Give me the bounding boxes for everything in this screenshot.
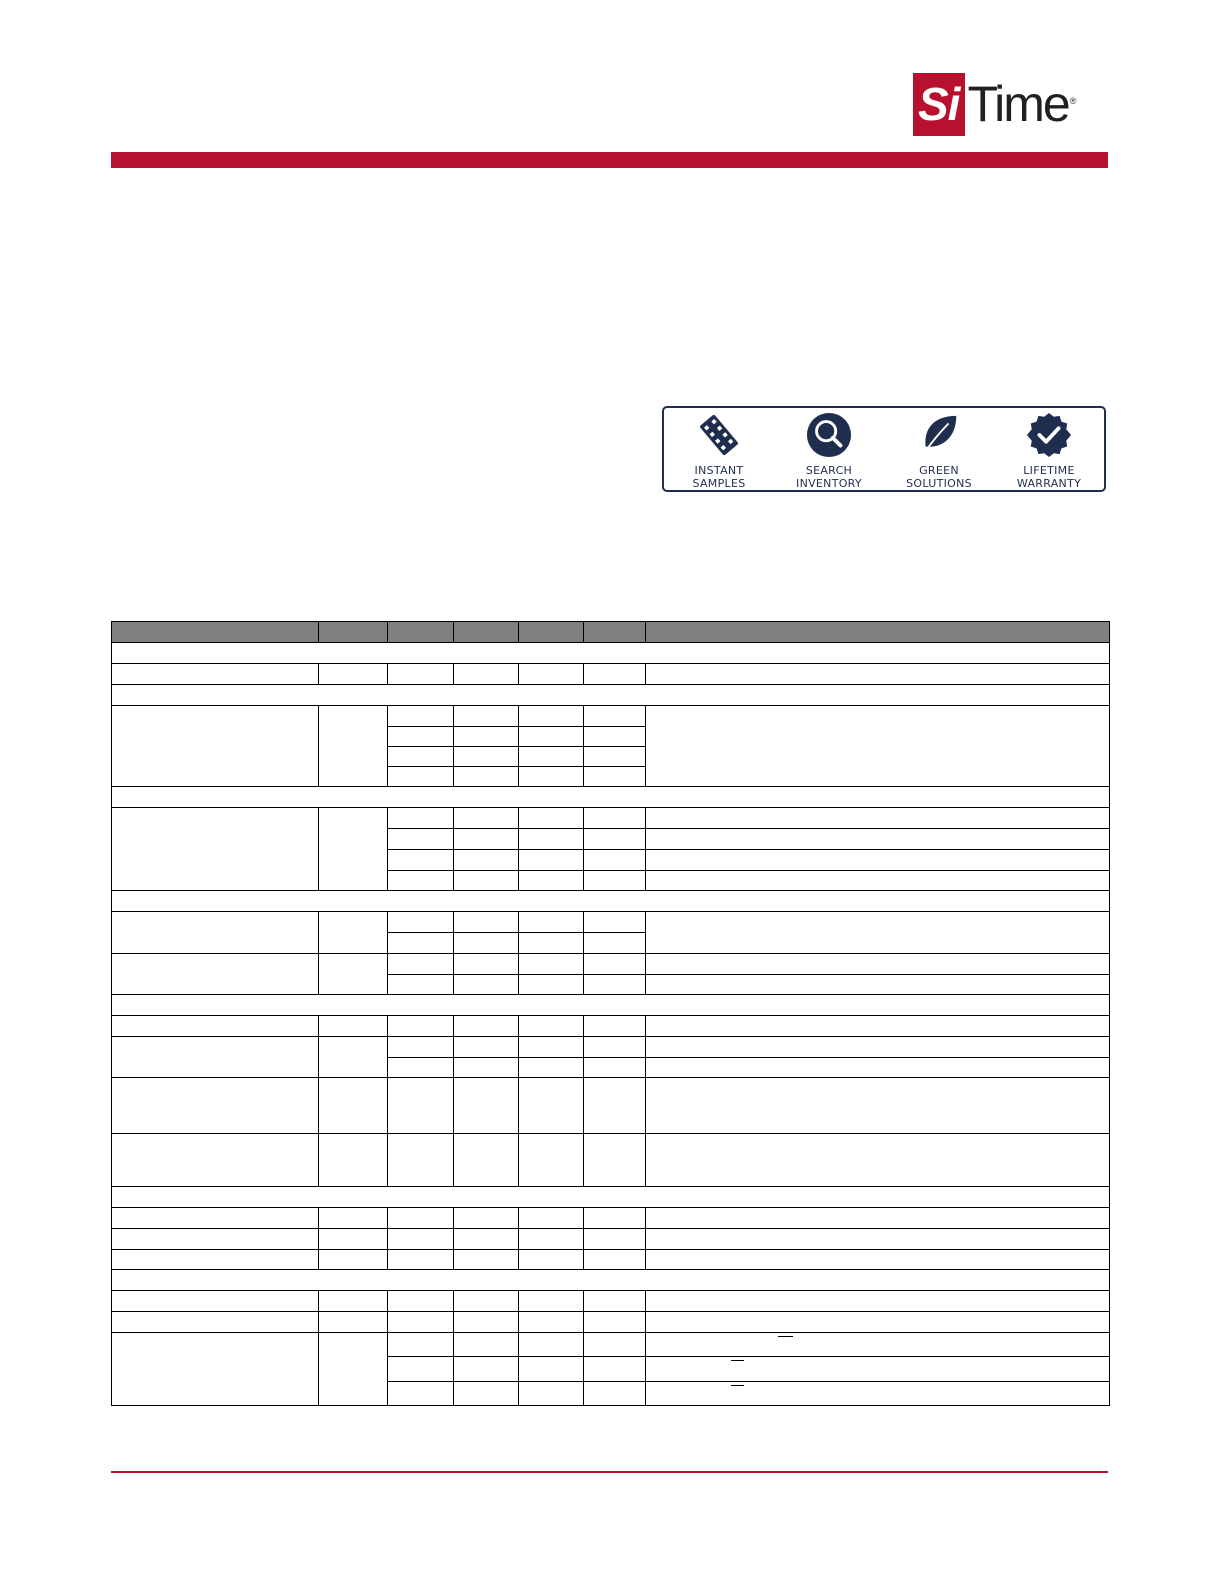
table-row [112, 1134, 1110, 1187]
header-cell [388, 622, 454, 643]
section-row [112, 1187, 1110, 1208]
badge-line2: WARRANTY [1016, 477, 1082, 490]
badge-line1: GREEN [919, 464, 959, 477]
table-row [112, 1291, 1110, 1312]
table-row [112, 1208, 1110, 1229]
table-row [112, 1016, 1110, 1037]
overline-mark [731, 1385, 744, 1386]
electrical-characteristics-table [111, 621, 1110, 1406]
section-row [112, 643, 1110, 664]
badge-lifetime-warranty [999, 408, 1099, 490]
overline-mark [778, 1336, 793, 1337]
logo-si-mark: Si [913, 73, 965, 136]
header-cell [112, 622, 319, 643]
header-cell [646, 622, 1110, 643]
table-row [112, 1250, 1110, 1270]
overline-mark [731, 1360, 744, 1361]
table-row [112, 954, 1110, 975]
check-seal-icon [1025, 412, 1073, 458]
section-row [112, 891, 1110, 912]
leaf-icon [915, 412, 963, 458]
badge-line1: INSTANT [694, 464, 744, 477]
table-row [112, 706, 1110, 727]
section-row [112, 685, 1110, 706]
overline-mark-cell [646, 1382, 1110, 1406]
table-row [112, 664, 1110, 685]
badge-green-solutions [889, 408, 989, 490]
section-row [112, 1270, 1110, 1291]
header-accent-bar [111, 152, 1108, 168]
table-row [112, 1229, 1110, 1250]
feature-badges-panel [662, 406, 1106, 492]
table-row [112, 1037, 1110, 1058]
section-row [112, 995, 1110, 1016]
table-header-row [112, 622, 1110, 643]
table-row [112, 808, 1110, 829]
badge-line1: LIFETIME [1023, 464, 1075, 477]
badge-line1: SEARCH [805, 464, 853, 477]
table-row [112, 1333, 1110, 1357]
table-row [112, 1078, 1110, 1134]
magnifier-icon [805, 412, 853, 458]
overline-mark-cell [646, 1333, 1110, 1357]
table-row [112, 912, 1110, 933]
header-cell [584, 622, 646, 643]
chip-tape-icon [695, 412, 743, 458]
badge-search-inventory [779, 408, 879, 490]
badge-line2: SOLUTIONS [906, 477, 972, 490]
footer-rule [111, 1471, 1108, 1473]
badge-line2: SAMPLES [692, 477, 746, 490]
logo-registered-mark: ® [1069, 96, 1077, 106]
sitime-logo [913, 73, 1076, 136]
section-row [112, 787, 1110, 808]
badge-line2: INVENTORY [796, 477, 862, 490]
header-cell [454, 622, 519, 643]
overline-mark-cell [646, 1357, 1110, 1382]
table-row [112, 1312, 1110, 1333]
badge-instant-samples [669, 408, 769, 490]
logo-time-text: Time [967, 76, 1069, 132]
header-cell [319, 622, 388, 643]
header-cell [519, 622, 584, 643]
